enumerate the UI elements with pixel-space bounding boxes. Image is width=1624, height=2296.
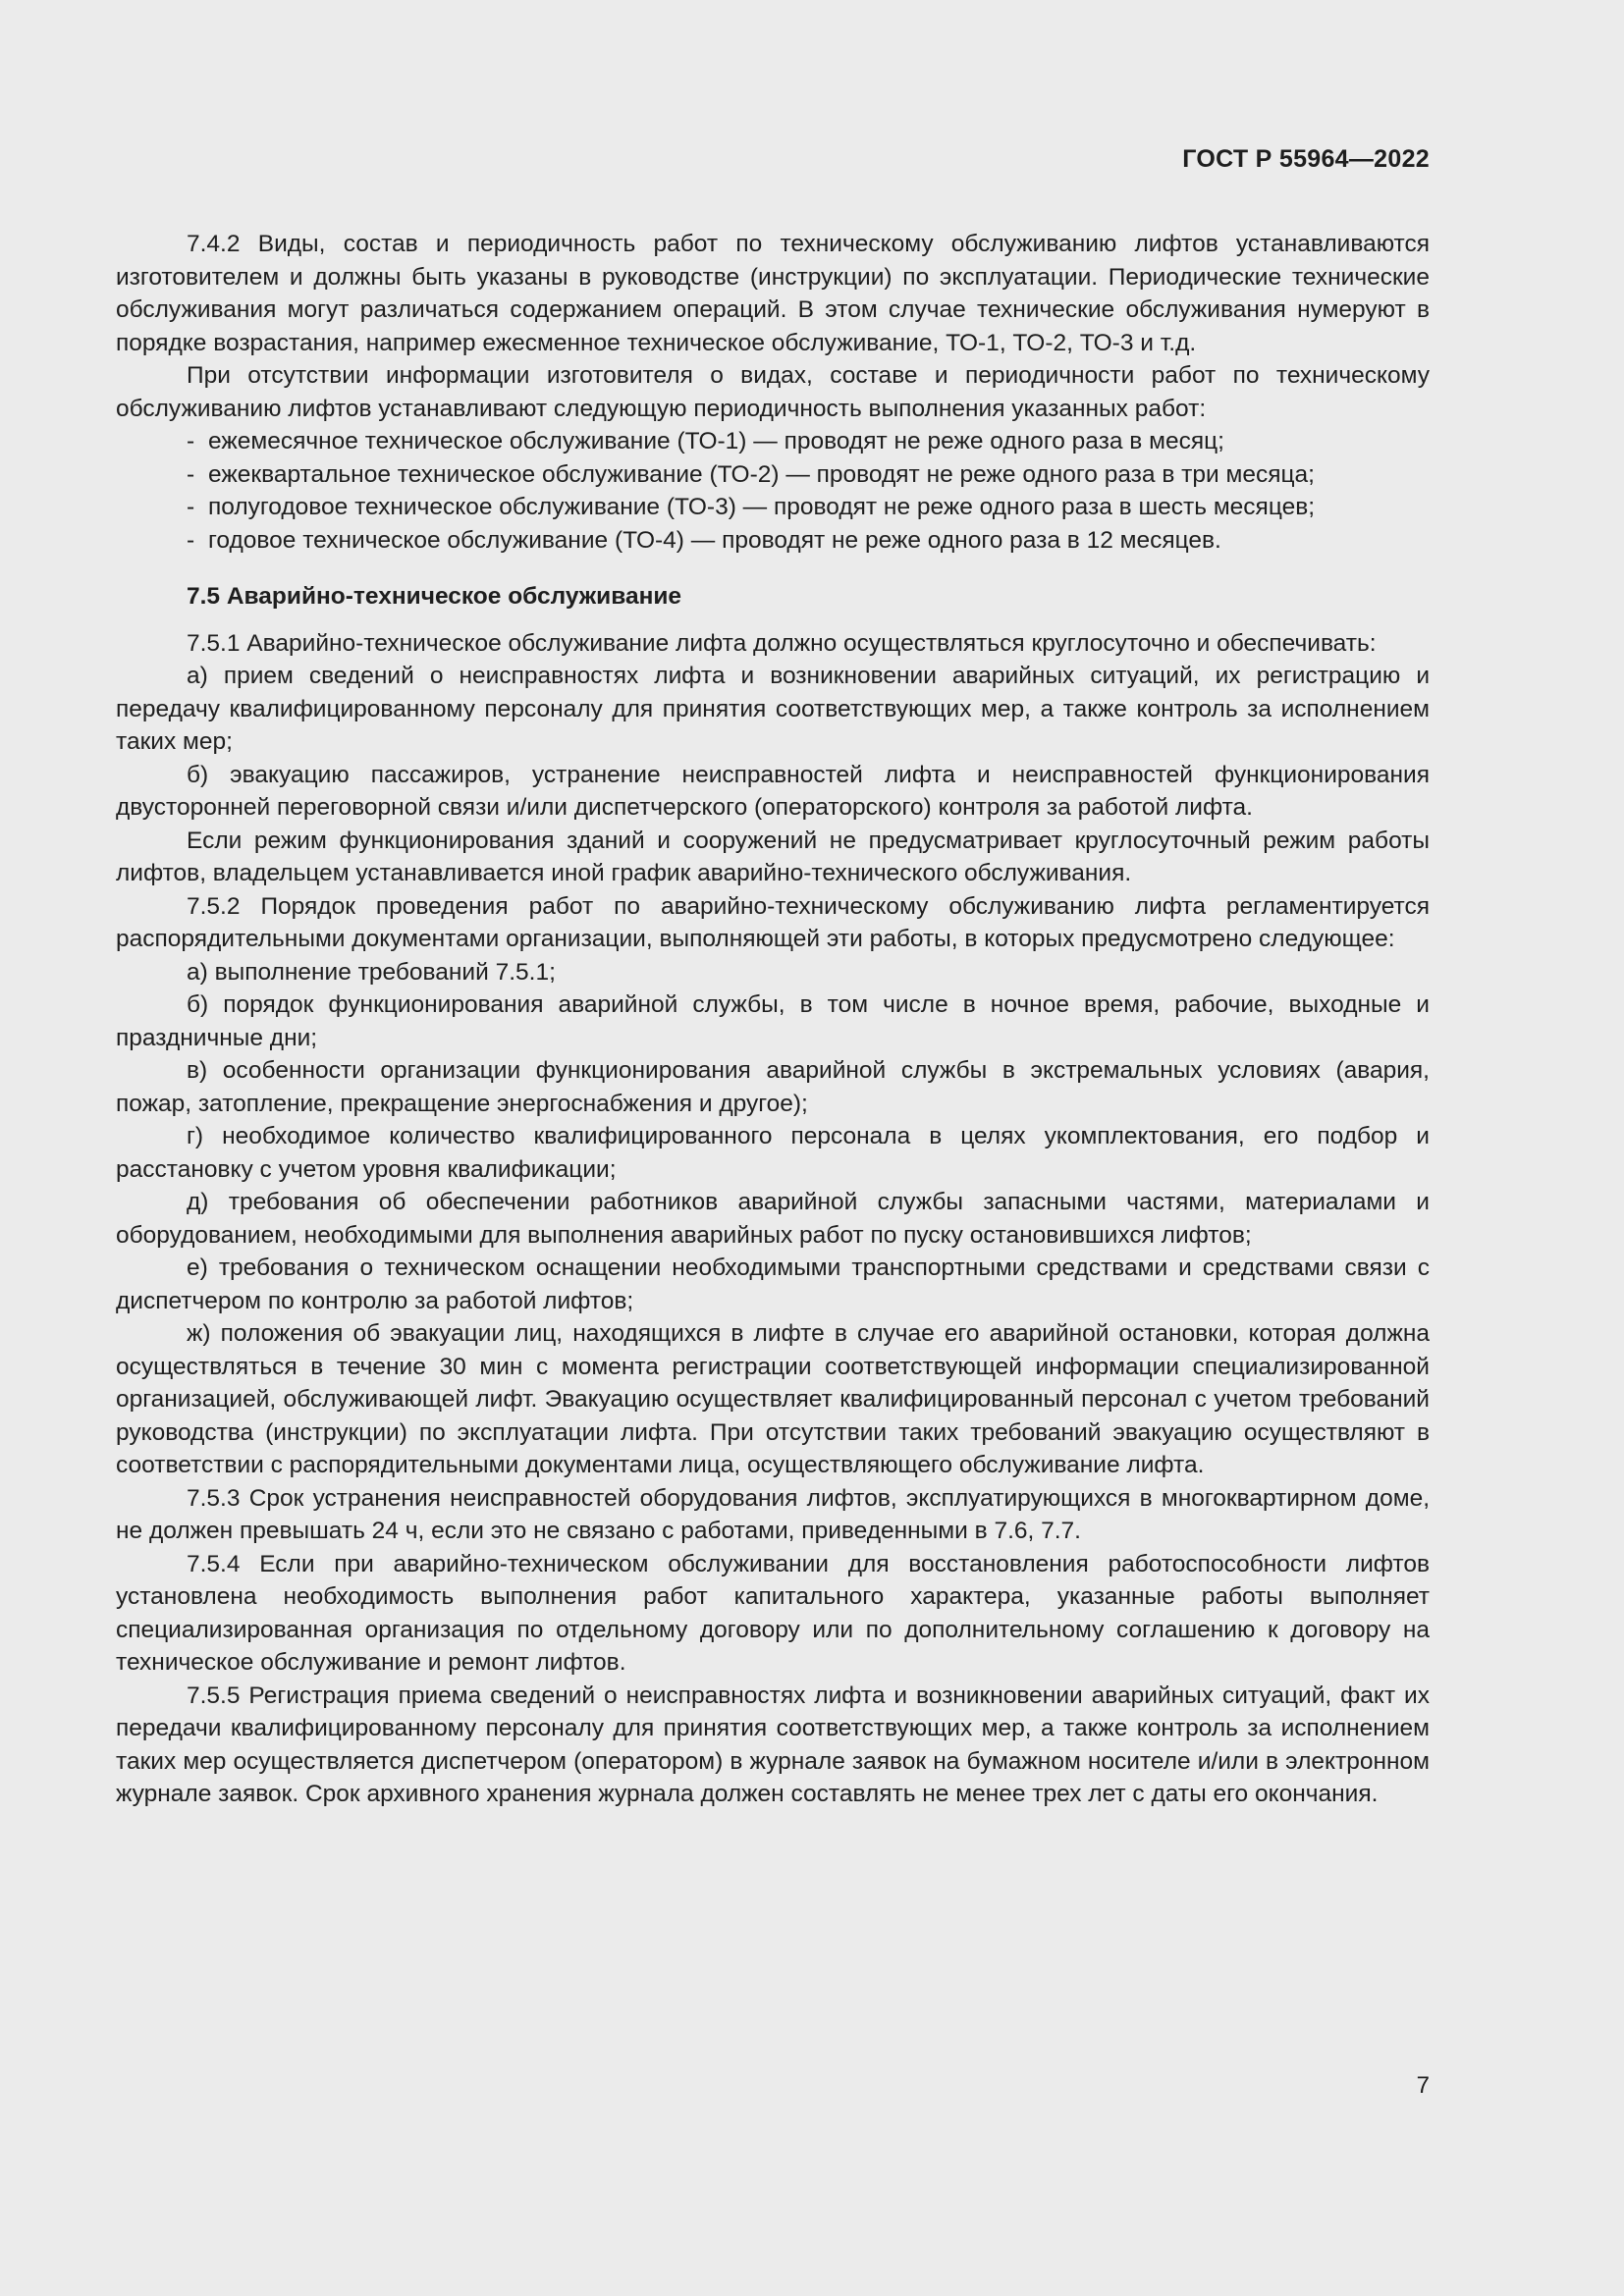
paragraph-default-periodicity: При отсутствии информации изготовителя о видах, составе и периодичности работ по техническому обслуживанию лифтов устанавливают следующую периодичность выполнения указанных работ: bbox=[116, 362, 1430, 422]
paragraph-7-5-1: 7.5.1 Аварийно-техническое обслуживание лифта должно осуществляться круглосуточно и обеспечивать: bbox=[187, 629, 1377, 657]
paragraph-7-5-1-note: Если режим функционирования зданий и сооружений не предусматривает круглосуточный режим работы лифтов, владельцем устанавливается иной график аварийно-технического обслуживания. bbox=[116, 827, 1430, 886]
paragraph-7-5-2-b: б) порядок функционирования аварийной службы, в том числе в ночное время, рабочие, выходные и праздничные дни; bbox=[116, 991, 1430, 1051]
document-body bbox=[116, 228, 1430, 1811]
paragraph-7-5-4: 7.5.4 Если при аварийно-техническом обслуживании для восстановления работоспособности лифтов установлена необходимость выполнения работ капитального характера, указанные работы выполняет специализированная организация по отдельному договору или по дополнительному соглашению к договору на техническое обслуживание и ремонт лифтов. bbox=[116, 1550, 1430, 1676]
paragraph-7-5-2: 7.5.2 Порядок проведения работ по аварийно-техническому обслуживанию лифта регламентируется распорядительными документами организации, выполняющей эти работы, в которых предусмотрено следующее: bbox=[116, 892, 1430, 952]
paragraph-7-5-3: 7.5.3 Срок устранения неисправностей оборудования лифтов, эксплуатирующихся в многоквартирном доме, не должен превышать 24 ч, если это не связано с работами, приведенными в 7.6, 7.7. bbox=[116, 1484, 1430, 1544]
paragraph-7-5-1-a: а) прием сведений о неисправностях лифта и возникновении аварийных ситуаций, их регистрацию и передачу квалифицированному персоналу для принятия соответствующих мер, а также контроль за исполнением таких мер; bbox=[116, 663, 1430, 755]
document-code-header: ГОСТ Р 55964—2022 bbox=[1182, 145, 1430, 173]
paragraph-7-5-5: 7.5.5 Регистрация приема сведений о неисправностях лифта и возникновении аварийных ситуаций, факт их передачи квалифицированному персоналу для принятия соответствующих мер, а также контроль за исполнением таких мер осуществляется диспетчером (оператором) в журнале заявок на бумажном носителе и/или в электронном журнале заявок. Срок архивного хранения журнала должен составлять не менее трех лет с даты его окончания. bbox=[116, 1682, 1430, 1807]
list-item: - полугодовое техническое обслуживание (ТО-3) — проводят не реже одного раза в шесть месяцев; bbox=[187, 494, 1316, 520]
paragraph-7-5-2-e: е) требования о техническом оснащении необходимыми транспортными средствами и средствами связи с диспетчером по контролю за работой лифтов; bbox=[116, 1255, 1430, 1314]
maintenance-periodicity-list bbox=[116, 425, 1430, 557]
paragraph-7-5-2-g: г) необходимое количество квалифицированного персонала в целях укомплектования, его подбор и расстановку с учетом уровня квалификации; bbox=[116, 1123, 1430, 1183]
list-item: - ежемесячное техническое обслуживание (ТО-1) — проводят не реже одного раза в месяц; bbox=[187, 428, 1224, 454]
paragraph-7-5-1-b: б) эвакуацию пассажиров, устранение неисправностей лифта и неисправностей функционирования двусторонней переговорной связи и/или диспетчерского (операторского) контроля за работой лифта. bbox=[116, 761, 1430, 821]
paragraph-7-5-2-zh: ж) положения об эвакуации лиц, находящихся в лифте в случае его аварийной остановки, которая должна осуществляться в течение 30 мин с момента регистрации соответствующей информации специализированной организацией, обслуживающей лифт. Эвакуацию осуществляет квалифицированный персонал с учетом требований руководства (инструкции) по эксплуатации лифта. При отсутствии таких требований эвакуацию осуществляют в соответствии с распорядительными документами лица, осуществляющего обслуживание лифта. bbox=[116, 1320, 1430, 1478]
paragraph-7-5-2-v: в) особенности организации функционирования аварийной службы в экстремальных условиях (авария, пожар, затопление, прекращение энергоснабжения и другое); bbox=[116, 1057, 1430, 1117]
page-number: 7 bbox=[1416, 2072, 1430, 2099]
paragraph-7-5-2-a: а) выполнение требований 7.5.1; bbox=[187, 958, 556, 986]
list-item: - ежеквартальное техническое обслуживание (ТО-2) — проводят не реже одного раза в три месяца; bbox=[187, 460, 1315, 488]
paragraph-7-5-2-d: д) требования об обеспечении работников аварийной службы запасными частями, материалами и оборудованием, необходимыми для выполнения аварийных работ по пуску остановившихся лифтов; bbox=[116, 1189, 1430, 1249]
section-title-7-5: 7.5 Аварийно-техническое обслуживание bbox=[187, 583, 682, 610]
list-item: - годовое техническое обслуживание (ТО-4) — проводят не реже одного раза в 12 месяцев. bbox=[187, 526, 1221, 554]
paragraph-7-4-2: 7.4.2 Виды, состав и периодичность работ по техническому обслуживанию лифтов устанавливаются изготовителем и должны быть указаны в руководстве (инструкции) по эксплуатации. Периодические технические обслуживания могут различаться содержанием операций. В этом случае технические обслуживания нумеруют в порядке возрастания, например ежесменное техническое обслуживание, ТО-1, ТО-2, ТО-3 и т.д. bbox=[116, 231, 1430, 356]
